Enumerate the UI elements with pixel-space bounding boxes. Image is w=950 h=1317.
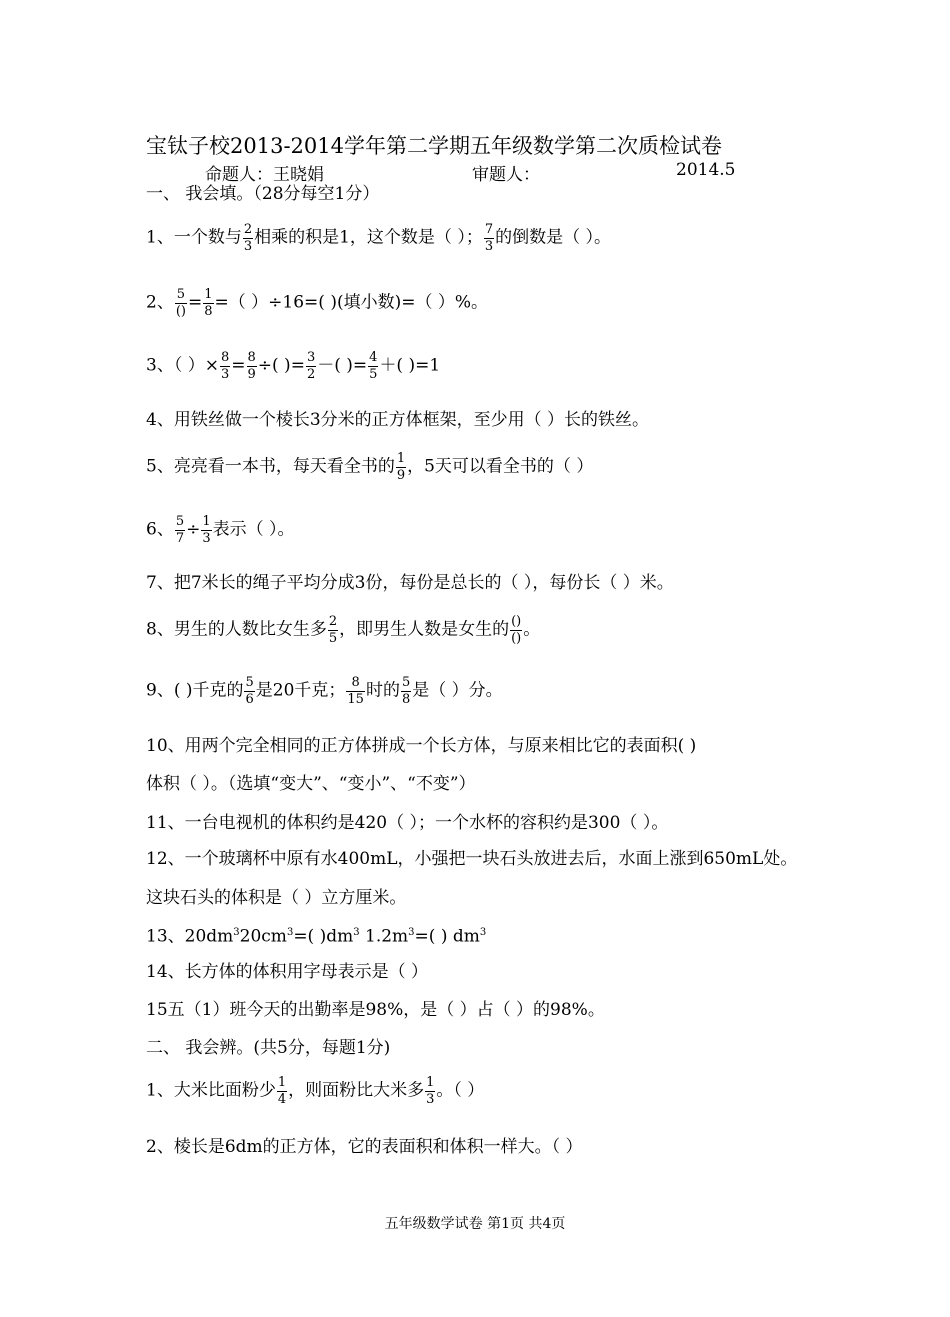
question-1-9: 9、( )千克的 $\frac{5}{6}$ 是20千克； $\frac{8}{15}$ 时的 $\frac{5}{8}$ 是（ ）分。 — [146, 675, 503, 707]
question-1-4: 4、用铁丝做一个棱长3分米的正方体框架，至少用（ ）长的铁丝。 — [146, 410, 650, 430]
question-1-7: 7、把7米长的绳子平均分成3份，每份是总长的（ ），每份长（ ）米。 — [146, 573, 674, 593]
page-footer: 五年级数学试卷 第1页 共4页 — [384, 1216, 566, 1232]
question-1-11: 11、一台电视机的体积约是420（ ）；一个水杯的容积约是300（ ）。 — [146, 813, 669, 833]
question-1-5: 5、亮亮看一本书，每天看全书的 $\frac{1}{9}$ ，5天可以看全书的（ ） — [146, 451, 594, 483]
question-1-6: 6、 $\frac{5}{7}$ ÷ $\frac{1}{3}$ 表示（ ）。 — [146, 514, 295, 546]
question-1-13: 13、$20dm^320cm^3=$( )$dm^3$ $1.2m^3=$( ) $dm^3$ — [146, 926, 487, 947]
question-1-3: 3、（ ）× $\frac{8}{3}$ = $\frac{8}{9}$ ÷( )= $\frac{3}{2}$ －( )= $\frac{4}{5}$ ＋( )=1 — [146, 350, 441, 382]
reviewer-label: 审题人： — [472, 165, 540, 185]
question-2-1: 1、大米比面粉少 $\frac{1}{4}$ ，则面粉比大米多 $\frac{1}{3}$ 。（ ） — [146, 1075, 485, 1107]
question-1-12-line2: 这块石头的体积是（ ）立方厘米。 — [146, 888, 407, 908]
section1-heading: 一、 我会填。（28分每空1分） — [146, 184, 380, 204]
question-2-2: 2、棱长是6dm的正方体，它的表面积和体积一样大。（ ） — [146, 1137, 583, 1157]
author-label: 命题人：王晓娟 — [205, 165, 324, 185]
question-1-15: 15五（1）班今天的出勤率是98%，是（ ）占（ ）的98%。 — [146, 1000, 605, 1020]
exam-date: 2014.5 — [676, 160, 736, 180]
question-1-10-line1: 10、用两个完全相同的正方体拼成一个长方体，与原来相比它的表面积( ) — [146, 736, 697, 756]
section2-heading: 二、 我会辨。(共5分，每题1分) — [146, 1038, 391, 1058]
question-1-10-line2: 体积（ ）。（选填“变大”、“变小”、“不变”） — [146, 774, 476, 794]
exam-title: 宝钛子校2013-2014学年第二学期五年级数学第二次质检试卷 — [146, 134, 722, 158]
question-1-1: 1、一个数与 $\frac{2}{3}$ 相乘的积是1，这个数是（ ）； $\frac{7}{3}$ 的倒数是（ ）。 — [146, 222, 612, 254]
question-1-12-line1: 12、一个玻璃杯中原有水400mL，小强把一块石头放进去后，水面上涨到650mL处。 — [146, 849, 798, 869]
question-1-2: 2、 $\frac{5}{()}$ = $\frac{1}{8}$ =（ ）÷16=( )(填小数)=（ ）%。 — [146, 287, 489, 319]
question-1-8: 8、男生的人数比女生多 $\frac{2}{5}$ ，即男生人数是女生的 $\frac{()}{()}$ 。 — [146, 614, 541, 646]
question-1-14: 14、长方体的体积用字母表示是（ ） — [146, 962, 429, 982]
